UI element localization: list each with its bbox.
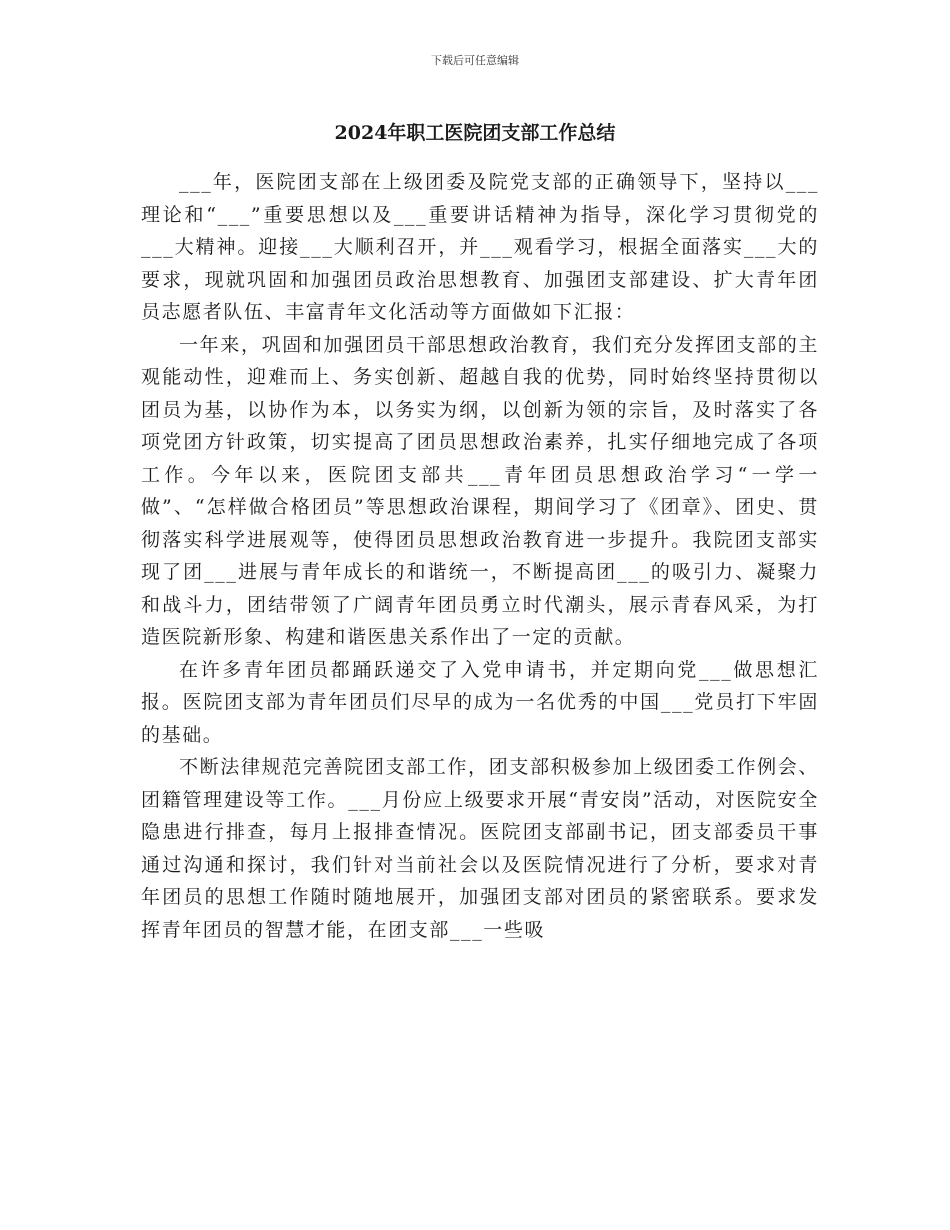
page-header-note: 下载后可任意编辑 xyxy=(431,54,519,67)
document-body xyxy=(141,166,819,946)
paragraph-1: ___年，医院团支部在上级团委及院党支部的正确领导下，坚持以___理论和“___”重要思想以及___重要讲话精神为指导，深化学习贯彻党的___大精神。迎接___大顺利召开，并___观看学习，根据全面落实___大的要求，现就巩固和加强团员政治思想教育、加强团支部建设、扩大青年团员志愿者队伍、丰富青年文化活动等方面做如下汇报： xyxy=(141,171,819,323)
paragraph-3: 在许多青年团员都踊跃递交了入党申请书，并定期向党___做思想汇报。医院团支部为青年团员们尽早的成为一名优秀的中国___党员打下牢固的基础。 xyxy=(141,658,819,746)
paragraph-2: 一年来，巩固和加强团员干部思想政治教育，我们充分发挥团支部的主观能动性，迎难而上、务实创新、超越自我的优势，同时始终坚持贯彻以团员为基，以协作为本，以务实为纲，以创新为领的宗旨，及时落实了各项党团方针政策，切实提高了团员思想政治素养，扎实仔细地完成了各项工作。今年以来，医院团支部共___青年团员思想政治学习“一学一做”、“怎样做合格团员”等思想政治课程，期间学习了《团章》、团史、贯彻落实科学进展观等，使得团员思想政治教育进一步提升。我院团支部实现了团___进展与青年成长的和谐统一，不断提高团___的吸引力、凝聚力和战斗力，团结带领了广阔青年团员勇立时代潮头，展示青春风采，为打造医院新形象、构建和谐医患关系作出了一定的贡献。 xyxy=(141,333,819,648)
document-title: 2024年职工医院团支部工作总结 xyxy=(334,122,616,144)
paragraph-4: 不断法律规范完善院团支部工作，团支部积极参加上级团委工作例会、团籍管理建设等工作。___月份应上级要求开展“青安岗”活动，对医院安全隐患进行排查，每月上报排查情况。医院团支部副书记，团支部委员干事通过沟通和探讨，我们针对当前社会以及医院情况进行了分析，要求对青年团员的思想工作随时随地展开，加强团支部对团员的紧密联系。要求发挥青年团员的智慧才能，在团支部___一些吸 xyxy=(141,756,819,941)
